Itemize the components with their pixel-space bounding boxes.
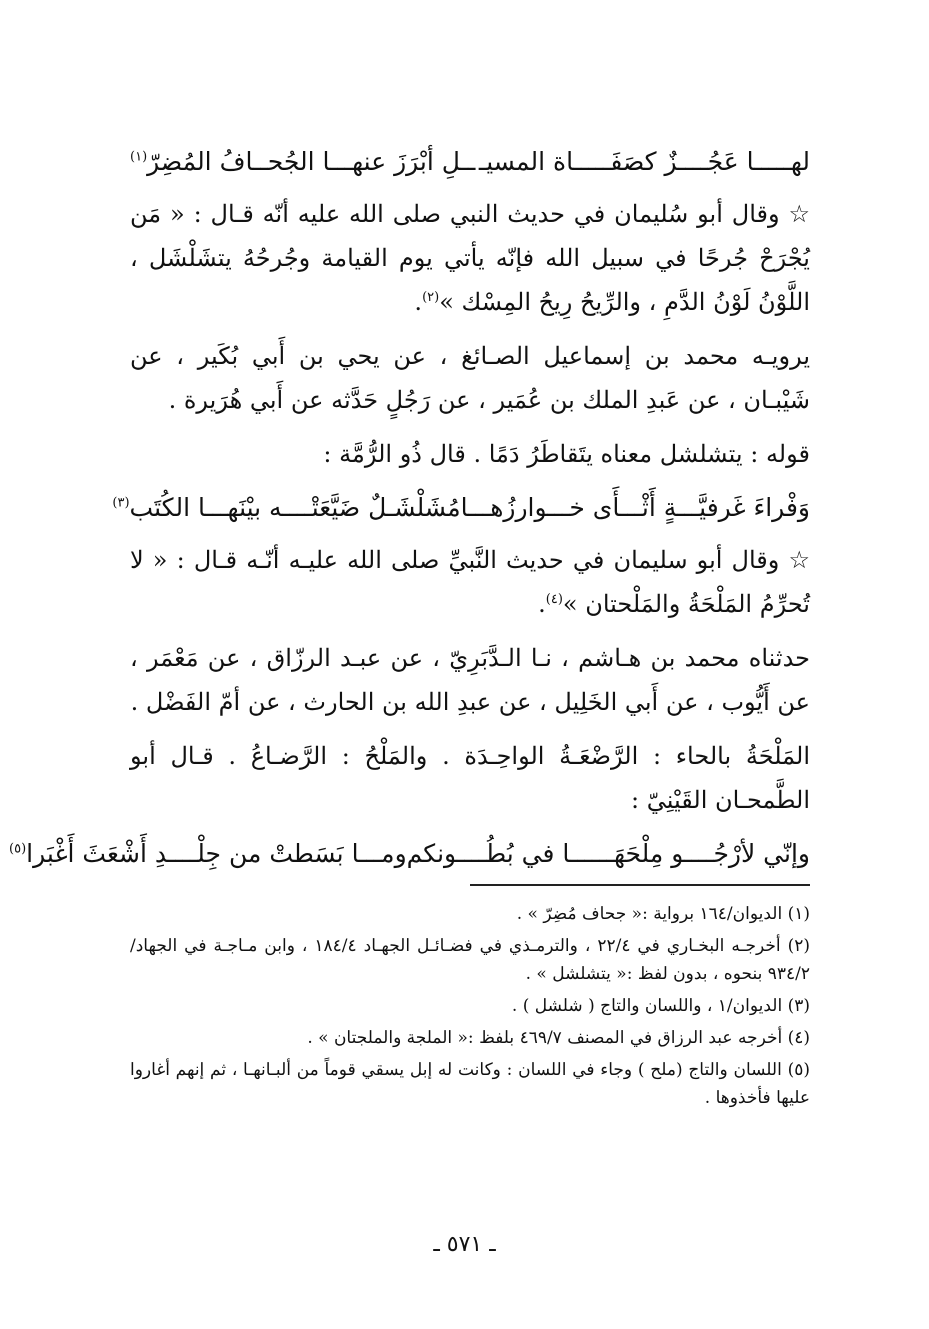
verse-2-second-hemistich (112, 486, 460, 530)
footnote-4: (٤) أخرجه عبد الرزاق في المصنف ٤٦٩/٧ بلفظ :« الملجة والملجتان » . (307, 1028, 810, 1048)
verse-2-second-text: مُشَلْشَـلٌ ضَيَّعَتْــــه بيْنَهـــا الكُتَب (129, 493, 461, 522)
verse-line-1 (130, 140, 810, 184)
footnote-5: (٥) اللسان والتاج (ملح ) وجاء في اللسان : وكانت له إبل يسقي قوماً من ألبـانهـا ، ثم إنهم أغاروا عليها فأخذوها . (130, 1060, 810, 1108)
paragraph-explanation-1: قوله : يتشلشل معناه يتَقاطَرُ دَمًا . قال ذُو الرُّمَّة : (323, 440, 810, 468)
footnote-ref-1: (١) (130, 149, 148, 165)
footnote-ref-3: (٣) (112, 495, 130, 511)
footnote-ref-5: (٥) (9, 841, 27, 857)
paragraph-explanation-2: المَلْحَةُ بالحاء : الرَّضْعَـةُ الواحِـدَة . والمَلْحُ : الرَّضـاعُ . قـال أبو الطَّمحـان القَيْنِيّ : (130, 742, 810, 814)
verse-1-first-hemistich: لهـــــا عَجُــــزٌ كصَفَـــــاة المسيـ (478, 147, 810, 176)
paragraph-isnad-1: يرويـه محمد بن إسماعيل الصـائغ ، عن يحي بن أَبي بُكَير ، عن شَيْبـان ، عن عَبدِ الملك بن عُمَير ، عن رَجُلٍ حَدَّثه عن أَبي هُرَيرة . (130, 342, 810, 414)
verse-1-second-text: ــلِ أبْرَزَ عنهـــا الجُحــافُ المُضِرّ (147, 147, 476, 176)
verse-3-second-text: ومـــا بَسَطتْ من جِلْــــدِ أَشْعَثَ أَغْبَرا (26, 839, 407, 868)
verse-1-second-hemistich (130, 140, 475, 184)
footnotes (130, 900, 810, 1112)
footnote-2: (٢) أخرجـه البخـاري في ٢٢/٤ ، والترمـذي في فضـائـل الجهـاد ١٨٤/٤ ، وابن مـاجـة في الجهاد/٩٣٤/٢ بنحوه ، بدون لفظ :« يتشلشل » . (130, 936, 810, 984)
page-number: ـ ٥٧١ ـ (433, 1232, 496, 1257)
footnote-separator (470, 884, 810, 886)
page-body (9, 140, 810, 1116)
verse-3-second-hemistich (9, 832, 407, 876)
paragraph-hadith-2: ☆ وقال أبو سليمان في حديث النَّبيِّ صلى الله عليـه أنّـه قـال : « لا تُحرِّمُ المَلْحَةُ والمَلْحتان »$^{(٤)}$. (130, 546, 810, 618)
paragraph-isnad-2: حدثناه محمد بن هـاشم ، نـا الـدَّبَرِيّ ، عن عبـد الرزّاق ، عن مَعْمَر ، عن أَيُّوب ، عن أَبي الخَلِيل ، عن عبدِ الله بن الحارث ، عن أمّ الفَضْل . (130, 644, 810, 716)
paragraph-hadith-1-text: ☆ وقال أبو سُليمان في حديث النبي صلى الله عليه أنّه قـال : « مَن يُجْرَحْ جُرحًا في سبيل الله فإنّه يأتي يوم القيامة وجُرحُهُ يتشَلْشَل ، اللَّوْنُ لَوْنُ الدَّمِ ، والرِّيحُ رِيحُ المِسْك » (130, 200, 810, 316)
footnote-1: (١) الديوان/١٦٤ برواية :« جحاف مُضِرّ » . (516, 904, 810, 924)
paragraph-hadith-1: ☆ وقال أبو سُليمان في حديث النبي صلى الله عليه أنّه قـال : « مَن يُجْرَحْ جُرحًا في سبيل الله فإنّه يأتي يوم القيامة وجُرحُهُ يتشَلْشَل ، اللَّوْنُ لَوْنُ الدَّمِ ، والرِّيحُ رِيحُ المِسْك »$^{(٢)}$. (130, 200, 810, 316)
footnote-3: (٣) الديوان/١ ، واللسان والتاج ( شلشل ) . (511, 996, 810, 1016)
verse-3-first-hemistich: وإنّي لأرْجُــــو مِلْحَهَــــــا في بُطُــــونكم (406, 839, 810, 868)
verse-2-first-hemistich: وَفْراءَ غَرفيَّـــةٍ أَثْـــأَى خـــوارزُهـــا (460, 493, 810, 522)
verse-line-2 (112, 486, 810, 530)
footnote-ref-2: (٢) (422, 290, 440, 305)
footnote-ref-4: (٤) (545, 592, 563, 607)
paragraph-hadith-2-text: ☆ وقال أبو سليمان في حديث النَّبيِّ صلى الله عليـه أنّـه قـال : « لا تُحرِّمُ المَلْحَةُ والمَلْحتان » (130, 546, 810, 618)
verse-line-3 (9, 832, 810, 876)
